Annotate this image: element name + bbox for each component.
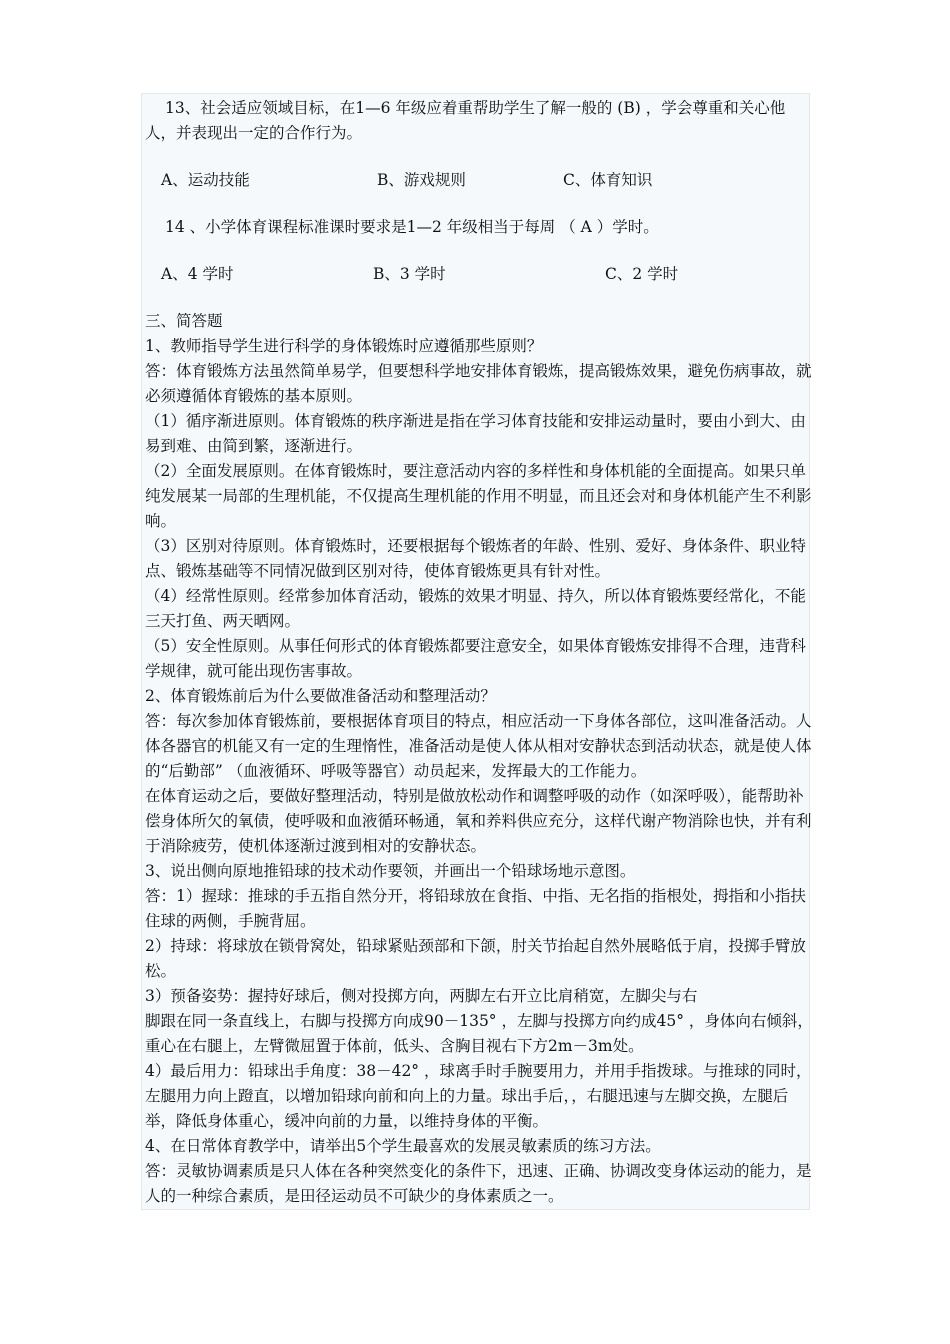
option-b: B、3 学时 [373,265,446,283]
option-c: C、体育知识 [563,171,653,189]
sa4-question: 4、在日常体育教学中，请举出5个学生最喜欢的发展灵敏素质的练习方法。 [145,1137,661,1155]
sa2-answer-cooldown: 在体育运动之后，要做好整理活动，特别是做放松动作和调整呼吸的动作（如深呼吸），能帮助补偿身体所欠的氧债，使呼吸和血液循环畅通，氧和养料供应充分，这样代谢产物消除也快，并有利于消除疲劳，使机体逐渐过渡到相对的安静状态。 [145,787,812,855]
document-content [145,96,813,1209]
option-b: B、游戏规则 [377,171,466,189]
sa1-principle-5: （5）安全性原则。从事任何形式的体育锻炼都要注意安全，如果体育锻炼安排得不合理，违背科学规律，就可能出现伤害事故。 [145,637,806,680]
sa1-principle-1: （1）循序渐进原则。体育锻炼的秩序渐进是指在学习体育技能和安排运动量时，要由小到大、由易到难、由简到繁，逐渐进行。 [145,412,806,455]
option-c: C、2 学时 [605,265,679,283]
section-title: 三、简答题 [145,312,223,330]
sa3-step-grip: 答：1）握球：推球的手五指自然分开，将铅球放在食指、中指、无名指的指根处，拇指和小指扶住球的两侧，手腕背屈。 [145,887,806,930]
sa3-step-final: 4）最后用力：铅球出手角度：38－42° ，球离手时手腕要用力，并用手指拨球。与推球的同时，左腿用力向上蹬直，以增加铅球向前和向上的力量。球出手后，，右腿迅速与左脚交换，左腿后举，降低身体重心，缓冲向前的力量，以维持身体的平衡。 [145,1062,812,1130]
sa3-step-ready-cont: 脚跟在同一条直线上，右脚与投掷方向成90－135° ，左脚与投掷方向约成45° ，身体向右倾斜，重心在右腿上，左臂微屈置于体前，低头、含胸目视右下方2m－3m处。 [145,1012,813,1055]
sa1-answer-intro: 答：体育锻炼方法虽然简单易学，但要想科学地安排体育锻炼，提高锻炼效果，避免伤病事故，就必须遵循体育锻炼的基本原则。 [145,362,812,405]
question-13: 13、社会适应领域目标，在1—6 年级应着重帮助学生了解一般的 (B) ，学会尊重和关心他人，并表现出一定的合作行为。 [145,99,786,142]
option-a: A、运动技能 [161,171,250,189]
option-a: A、4 学时 [161,265,234,283]
question-13-options [161,168,813,193]
question-14: 14 、小学体育课程标准课时要求是1—2 年级相当于每周 （ A ）学时。 [165,218,659,236]
sa3-step-hold: 2）持球：将球放在锁骨窝处，铅球紧贴颈部和下颌，肘关节抬起自然外展略低于肩，投掷手臂放松。 [145,937,806,980]
question-14-options [161,262,813,287]
sa3-question: 3、说出侧向原地推铅球的技术动作要领，并画出一个铅球场地示意图。 [145,862,636,880]
sa1-question: 1、教师指导学生进行科学的身体锻炼时应遵循那些原则？ [145,337,543,355]
sa4-answer: 答：灵敏协调素质是只人体在各种突然变化的条件下，迅速、正确、协调改变身体运动的能力，是人的一种综合素质，是田径运动员不可缺少的身体素质之一。 [145,1162,812,1205]
sa3-step-ready: 3）预备姿势：握持好球后，侧对投掷方向，两脚左右开立比肩稍宽，左脚尖与右 [145,987,698,1005]
sa1-principle-4: （4）经常性原则。经常参加体育活动，锻炼的效果才明显、持久，所以体育锻炼要经常化，不能三天打鱼、两天晒网。 [145,587,806,630]
sa2-answer-warmup: 答：每次参加体育锻炼前，要根据体育项目的特点，相应活动一下身体各部位，这叫准备活动。人体各器官的机能又有一定的生理惰性，准备活动是使人体从相对安静状态到活动状态，就是使人体的“后勤部” （血液循环、呼吸等器官）动员起来，发挥最大的工作能力。 [145,712,812,780]
sa1-principle-2: （2）全面发展原则。在体育锻炼时，要注意活动内容的多样性和身体机能的全面提高。如果只单纯发展某一局部的生理机能，不仅提高生理机能的作用不明显，而且还会对和身体机能产生不利影响。 [145,462,812,530]
sa2-question: 2、体育锻炼前后为什么要做准备活动和整理活动？ [145,687,496,705]
sa1-principle-3: （3）区别对待原则。体育锻炼时，还要根据每个锻炼者的年龄、性别、爱好、身体条件、职业特点、锻炼基础等不同情况做到区别对待，使体育锻炼更具有针对性。 [145,537,806,580]
